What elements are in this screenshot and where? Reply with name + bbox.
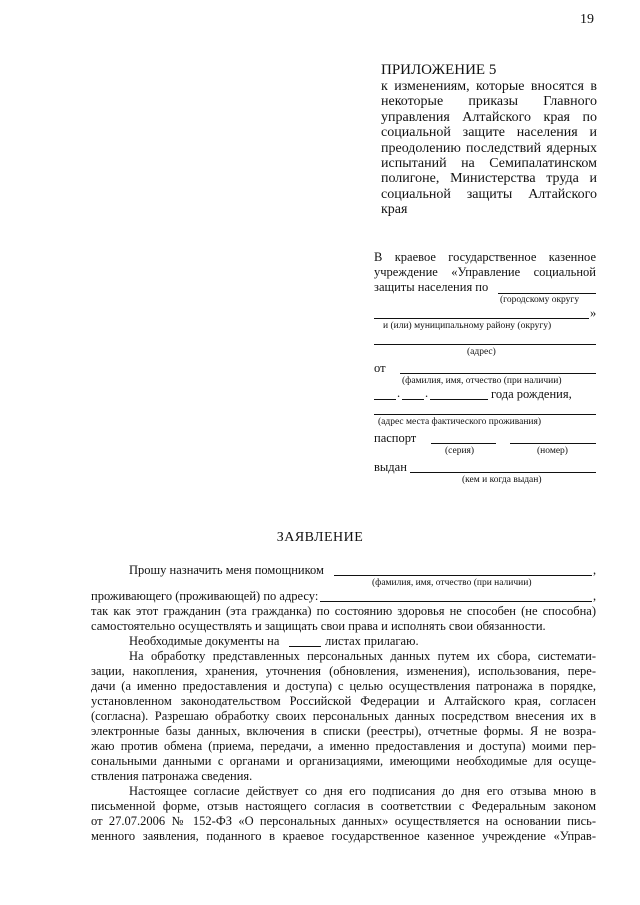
recipient-line-3: защиты населения по <box>374 280 489 294</box>
p2-line-4: установленном законодательством Российской Федерации и Алтайского края, согласен <box>91 694 596 708</box>
hint-city: (городскому округу <box>500 295 580 305</box>
hint-fio-body: (фамилия, имя, отчество (при наличии) <box>372 578 532 588</box>
appendix-text: к изменениям, которые вносятся в некоторые приказы Главного управления Алтайского края по социальной защите населения и преодолению последствий ядерных испытаний на Семипалатинском полигоне, Министерства труда и социальной защиты Алтайского края <box>381 79 597 218</box>
passport-number-line[interactable] <box>510 443 596 444</box>
p2-line-2: зации, накопления, хранения, уточнения (обновления, изменения), использования, пере- <box>91 664 596 678</box>
p2-line-8: сональными данными с органами и организациями, имеющими необходимые для осуще- <box>91 754 596 768</box>
birth-label: года рождения, <box>491 387 572 401</box>
docs-prefix: Необходимые документы на <box>129 634 280 648</box>
p3-line-1: Настоящее согласие действует со дня его подписания до дня его отзыва мною в <box>129 784 596 798</box>
recipient-line-1: В краевое государственное казенное <box>374 250 596 264</box>
from-label: от <box>374 361 386 375</box>
address-field-line[interactable] <box>374 344 596 345</box>
hint-district: и (или) муниципальному району (округу) <box>383 321 552 331</box>
closing-quote: » <box>590 306 597 320</box>
hint-fio: (фамилия, имя, отчество (при наличии) <box>402 376 562 386</box>
request-prefix: Прошу назначить меня помощником <box>129 563 324 577</box>
passport-series-line[interactable] <box>431 443 496 444</box>
city-field-line[interactable] <box>498 293 596 294</box>
p1-line-1: так как этот гражданин (эта гражданка) по состоянию здоровья не способен (не способна) <box>91 604 596 618</box>
passport-label: паспорт <box>374 431 417 445</box>
birth-year-line[interactable] <box>430 399 488 400</box>
residence-field-line[interactable] <box>374 414 596 415</box>
recipient-line-2: учреждение «Управление социальной <box>374 265 596 279</box>
p3-line-3: от 27.07.2006 № 152-ФЗ «О персональных данных» осуществляется на основании пись- <box>91 814 596 828</box>
p2-line-3: дачи (а именно предоставления и доступа) с целью осуществления патронажа в порядке, <box>91 679 596 693</box>
birth-day-line[interactable] <box>374 399 396 400</box>
sheets-count-line[interactable] <box>289 646 321 647</box>
appendix-title: ПРИЛОЖЕНИЕ 5 <box>381 62 497 78</box>
hint-series: (серия) <box>445 446 475 456</box>
p3-line-2: письменной форме, отзыв настоящего согласия в соответствии с Федеральным законом <box>91 799 596 813</box>
hint-residence: (адрес места фактического проживания) <box>378 417 542 427</box>
fio-field-line[interactable] <box>400 373 596 374</box>
district-field-line[interactable] <box>374 318 589 319</box>
p2-line-9: ствления патронажа сведения. <box>91 769 253 783</box>
document-title: ЗАЯВЛЕНИЕ <box>276 530 364 545</box>
p2-line-1: На обработку представленных персональных данных путем их сбора, системати- <box>129 649 596 663</box>
hint-issued: (кем и когда выдан) <box>462 475 542 485</box>
birth-month-line[interactable] <box>402 399 424 400</box>
hint-address: (адрес) <box>467 347 496 357</box>
page-number: 19 <box>580 12 594 27</box>
p3-line-4: менного заявления, поданного в краевое государственное казенное учреждение «Управ- <box>91 829 596 843</box>
issued-field-line[interactable] <box>410 472 596 473</box>
p2-line-7: жаю против обмена (приема, передачи, а именно предоставления и доступа) моими пер- <box>91 739 596 753</box>
assistant-name-line[interactable] <box>334 575 592 576</box>
p2-line-6: электронные базы данных, включения в списки (реестры), отчетные формы. Я не возра- <box>91 724 596 738</box>
p2-line-5: (согласна). Разрешаю обработку своих персональных данных посредством внесения их в <box>91 709 596 723</box>
docs-suffix: листах прилагаю. <box>325 634 419 648</box>
ward-address-line[interactable] <box>320 601 592 602</box>
hint-number: (номер) <box>537 446 568 456</box>
address-prefix: проживающего (проживающей) по адресу: <box>91 589 319 603</box>
p1-line-2: самостоятельно осуществлять и защищать свои права и исполнять свои обязанности. <box>91 619 546 633</box>
issued-label: выдан <box>374 460 407 474</box>
